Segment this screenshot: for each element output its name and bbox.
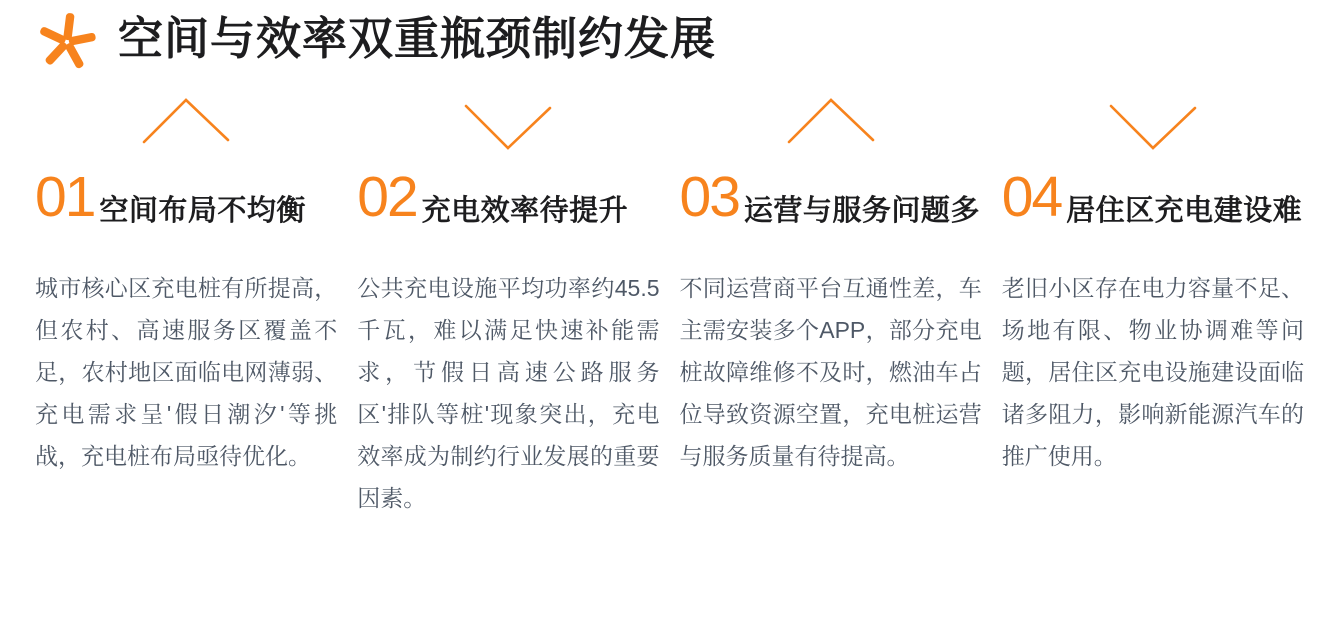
- item-description: 城市核心区充电桩有所提高，但农村、高速服务区覆盖不足，农村地区面临电网薄弱、充电需求呈'假日潮汐'等挑战，充电桩布局亟待优化。: [35, 275, 338, 469]
- issue-columns: [35, 95, 1304, 519]
- chevron-up-icon: [35, 95, 337, 159]
- chevron-up-icon: [680, 95, 982, 159]
- asterisk-star-icon: [36, 6, 98, 72]
- item-number: 04: [1001, 164, 1062, 229]
- issue-card-3: [680, 95, 982, 519]
- item-description: 公共充电设施平均功率约45.5千瓦，难以满足快速补能需求，节假日高速公路服务区'排队等桩'现象突出，充电效率成为制约行业发展的重要因素。: [357, 275, 660, 511]
- item-title: 充电效率待提升: [421, 195, 629, 227]
- slide-header: [36, 6, 716, 72]
- issue-heading-row: [1001, 164, 1304, 229]
- issue-card-4: [1002, 95, 1304, 519]
- item-number: 02: [357, 164, 417, 229]
- issue-heading-row: [357, 164, 659, 229]
- item-title: 居住区充电建设难: [1066, 195, 1303, 227]
- item-description: 不同运营商平台互通性差，车主需安装多个APP，部分充电桩故障维修不及时，燃油车占位导致资源空置，充电桩运营与服务质量有待提高。: [679, 275, 982, 469]
- item-number: 01: [35, 164, 95, 229]
- chevron-down-icon: [1002, 95, 1304, 159]
- item-title: 空间布局不均衡: [99, 195, 306, 227]
- item-description: 老旧小区存在电力容量不足、场地有限、物业协调难等问题，居住区充电设施建设面临诸多阻力，影响新能源汽车的推广使用。: [1001, 275, 1304, 469]
- issue-card-2: [357, 95, 659, 519]
- chevron-down-icon: [357, 95, 659, 159]
- page-title: 空间与效率双重瓶颈制约发展: [118, 13, 717, 64]
- issue-heading-row: [679, 164, 982, 229]
- item-number: 03: [679, 164, 739, 229]
- issue-heading-row: [35, 164, 337, 229]
- item-title: 运营与服务问题多: [743, 195, 980, 227]
- issue-card-1: [35, 95, 337, 519]
